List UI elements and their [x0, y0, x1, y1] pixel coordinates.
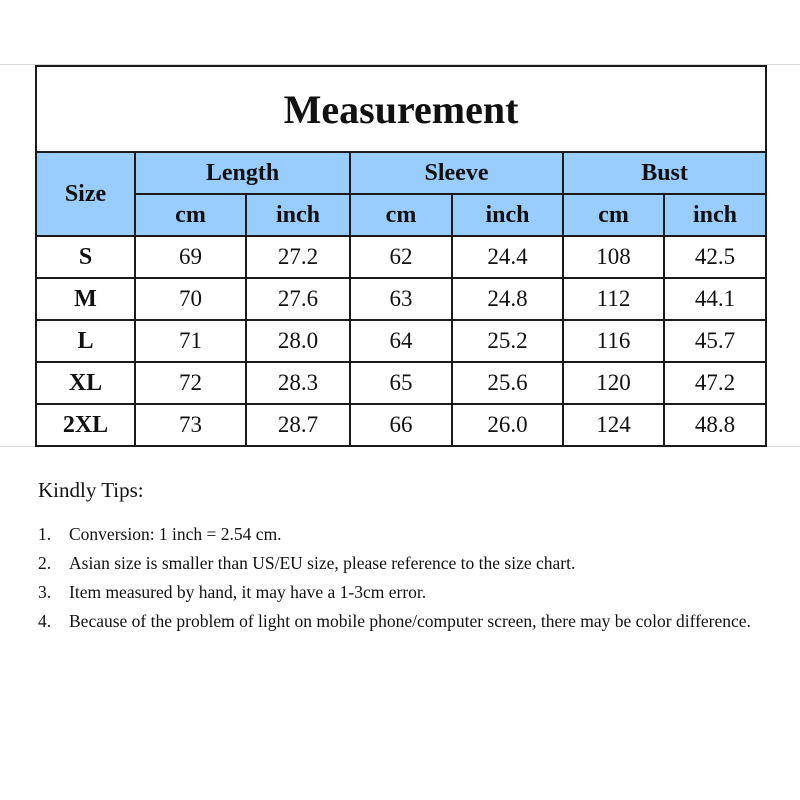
bust-cm-cell: 112: [563, 278, 664, 320]
bust-inch-cell: 47.2: [664, 362, 766, 404]
length-cm-cell: 72: [135, 362, 246, 404]
tip-text: Conversion: 1 inch = 2.54 cm.: [69, 524, 282, 544]
tip-number: 2.: [38, 553, 52, 573]
kindly-tips: [38, 478, 778, 636]
table-row: [36, 362, 766, 404]
table-row: [36, 404, 766, 446]
tips-title: Kindly Tips:: [38, 478, 144, 502]
length-cm-cell: 69: [135, 236, 246, 278]
table-row: [36, 236, 766, 278]
list-item: [38, 607, 778, 636]
size-cell: 2XL: [36, 404, 135, 446]
length-cm-cell: 71: [135, 320, 246, 362]
sleeve-group-header: Sleeve: [350, 152, 563, 194]
size-column-header: Size: [36, 152, 135, 236]
size-cell: M: [36, 278, 135, 320]
tip-number: 3.: [38, 582, 52, 602]
bust-cm-cell: 116: [563, 320, 664, 362]
length-inch-header: inch: [246, 194, 350, 236]
table-title: Measurement: [36, 66, 766, 152]
list-item: [38, 578, 778, 607]
tip-text: Because of the problem of light on mobile phone/computer screen, there may be color difference.: [69, 611, 751, 631]
sleeve-cm-cell: 63: [350, 278, 452, 320]
length-inch-cell: 27.6: [246, 278, 350, 320]
bust-cm-cell: 108: [563, 236, 664, 278]
table-row: [36, 320, 766, 362]
length-cm-cell: 70: [135, 278, 246, 320]
tip-text: Item measured by hand, it may have a 1-3cm error.: [69, 582, 427, 602]
bust-inch-cell: 48.8: [664, 404, 766, 446]
sleeve-cm-cell: 64: [350, 320, 452, 362]
tip-number: 4.: [38, 611, 52, 631]
bust-cm-cell: 124: [563, 404, 664, 446]
bust-group-header: Bust: [563, 152, 766, 194]
bust-inch-cell: 42.5: [664, 236, 766, 278]
sleeve-cm-header: cm: [350, 194, 452, 236]
sleeve-cm-cell: 62: [350, 236, 452, 278]
list-item: [38, 549, 778, 578]
bust-inch-cell: 45.7: [664, 320, 766, 362]
sleeve-cm-cell: 65: [350, 362, 452, 404]
table-row: [36, 278, 766, 320]
sleeve-inch-cell: 24.8: [452, 278, 563, 320]
tip-text: Asian size is smaller than US/EU size, please reference to the size chart.: [69, 553, 576, 573]
sleeve-inch-cell: 24.4: [452, 236, 563, 278]
size-chart-table: [35, 65, 767, 447]
sleeve-inch-header: inch: [452, 194, 563, 236]
bust-inch-header: inch: [664, 194, 766, 236]
bust-cm-cell: 120: [563, 362, 664, 404]
size-cell: L: [36, 320, 135, 362]
length-group-header: Length: [135, 152, 350, 194]
tips-list: [38, 520, 778, 636]
length-inch-cell: 28.7: [246, 404, 350, 446]
list-item: [38, 520, 778, 549]
size-cell: XL: [36, 362, 135, 404]
sleeve-inch-cell: 25.2: [452, 320, 563, 362]
length-inch-cell: 27.2: [246, 236, 350, 278]
size-cell: S: [36, 236, 135, 278]
bust-cm-header: cm: [563, 194, 664, 236]
bust-inch-cell: 44.1: [664, 278, 766, 320]
length-cm-header: cm: [135, 194, 246, 236]
sleeve-inch-cell: 26.0: [452, 404, 563, 446]
tip-number: 1.: [38, 524, 52, 544]
sleeve-inch-cell: 25.6: [452, 362, 563, 404]
length-inch-cell: 28.3: [246, 362, 350, 404]
sleeve-cm-cell: 66: [350, 404, 452, 446]
length-inch-cell: 28.0: [246, 320, 350, 362]
length-cm-cell: 73: [135, 404, 246, 446]
